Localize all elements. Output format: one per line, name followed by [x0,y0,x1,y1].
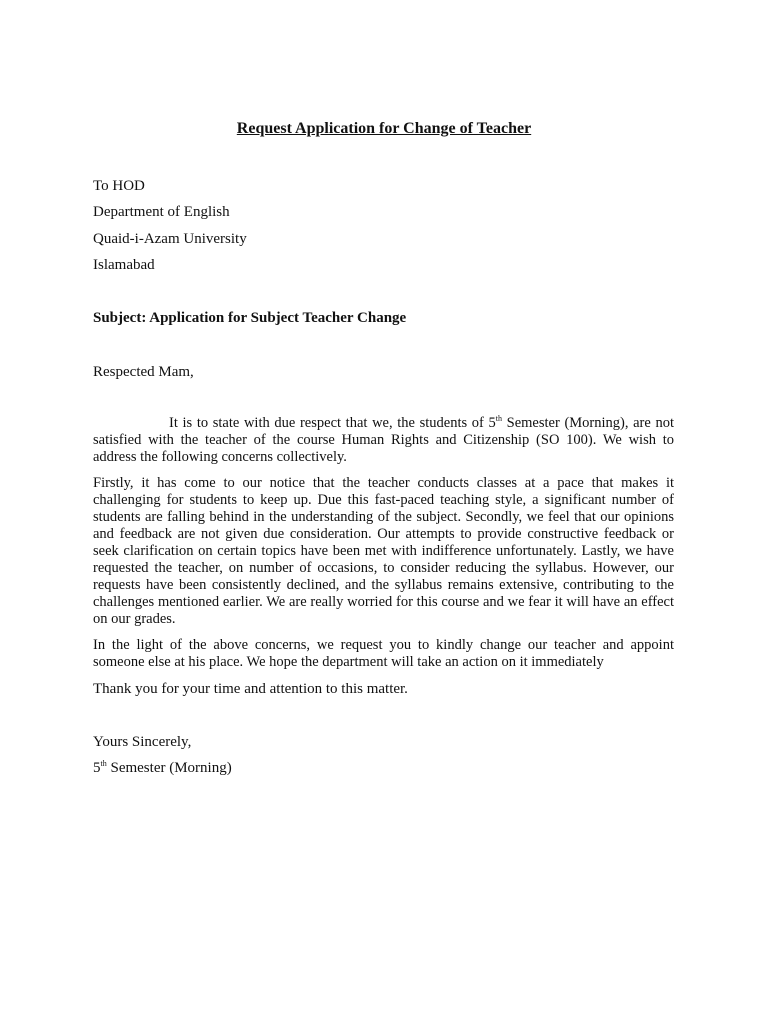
city-line: Islamabad [93,257,155,273]
closing-line: Yours Sincerely, [93,734,192,750]
signature-superscript: th [100,759,107,768]
department-line: Department of English [93,204,230,220]
signature-line [93,758,232,778]
paragraph-concerns: Firstly, it has come to our notice that the teacher conducts classes at a pace that makes it challenging for students to keep up. Due this fast-paced teaching style, a significant number of students are falling behind in the understanding of the subject. Secondly, we feel that our opinions and feedback are not given due consideration. Our attempts to provide constructive feedback or seek clarification on certain topics have been met with indifference unfortunately. Lastly, we have requested the teacher, on number of occasions, to consider reducing the syllabus. However, our requests have been consistently declined, and the syllabus remains extensive, contributing to the challenges mentioned earlier. We are really worried for this course and we fear it will have an effect on our grades. [93,475,674,627]
paragraph-intro-text: It is to state with due respect that we, the students of 5 [169,415,496,431]
university-line: Quaid-i-Azam University [93,231,247,247]
document-title: Request Application for Change of Teacher [236,120,532,137]
subject-line: Subject: Application for Subject Teacher Change [93,310,407,326]
paragraph-intro [93,415,674,466]
recipient-line: To HOD [93,178,145,194]
superscript-ordinal: th [495,414,502,423]
signature-text: Semester (Morning) [106,760,232,776]
paragraph-intro-text-cont: Semester (Morning), are not satisfied with the teacher of the course Human Rights and Citizenship (SO 100). We wish to address the following concerns collectively. [93,415,674,465]
paragraph-request: In the light of the above concerns, we request you to kindly change our teacher and appoint someone else at his place. We hope the department will take an action on it immediately [93,637,674,670]
salutation: Respected Mam, [93,364,194,380]
signature-number: 5 [93,760,101,776]
thanks-line: Thank you for your time and attention to this matter. [93,681,408,697]
